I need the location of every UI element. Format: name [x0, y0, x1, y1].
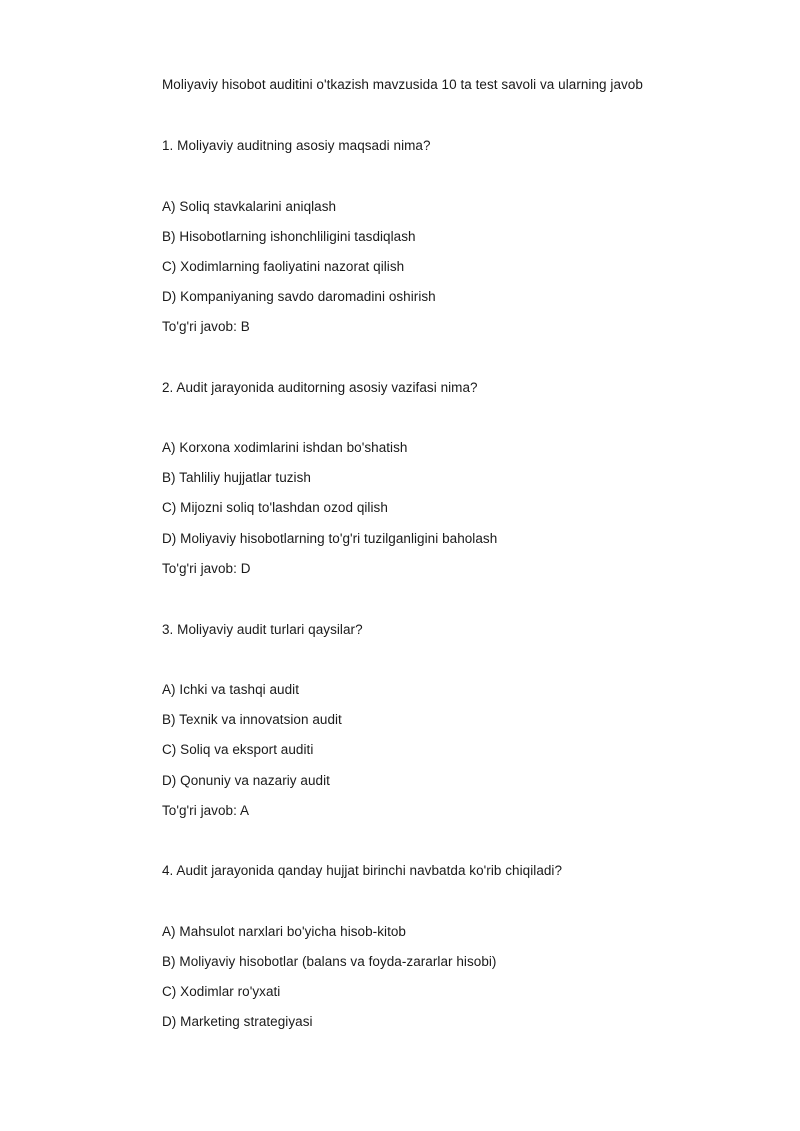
question-3-answer: To'g'ri javob: A: [162, 803, 250, 818]
question-4: 4. Audit jarayonida qanday hujjat birinchi navbatda ko'rib chiqiladi?: [162, 863, 563, 878]
question-4-option-a: A) Mahsulot narxlari bo'yicha hisob-kitob: [162, 924, 406, 939]
question-2-option-c: C) Mijozni soliq to'lashdan ozod qilish: [162, 500, 388, 515]
question-1-answer: To'g'ri javob: B: [162, 319, 250, 334]
question-3-option-b: B) Texnik va innovatsion audit: [162, 712, 342, 727]
question-2-option-d: D) Moliyaviy hisobotlarning to'g'ri tuzilganligini baholash: [162, 531, 498, 546]
question-3-option-d: D) Qonuniy va nazariy audit: [162, 773, 330, 788]
question-1-option-c: C) Xodimlarning faoliyatini nazorat qilish: [162, 259, 405, 274]
question-1-option-b: B) Hisobotlarning ishonchliligini tasdiqlash: [162, 229, 416, 244]
question-1-option-d: D) Kompaniyaning savdo daromadini oshirish: [162, 289, 436, 304]
question-3-option-c: C) Soliq va eksport auditi: [162, 742, 314, 757]
question-2-option-a: A) Korxona xodimlarini ishdan bo'shatish: [162, 440, 408, 455]
question-1: 1. Moliyaviy auditning asosiy maqsadi nima?: [162, 138, 431, 153]
question-3-option-a: A) Ichki va tashqi audit: [162, 682, 300, 697]
question-1-option-a: A) Soliq stavkalarini aniqlash: [162, 199, 337, 214]
question-2-answer: To'g'ri javob: D: [162, 561, 251, 576]
document-title: Moliyaviy hisobot auditini o'tkazish mavzusida 10 ta test savoli va ularning javob: [162, 77, 643, 92]
question-4-option-b: B) Moliyaviy hisobotlar (balans va foyda-zararlar hisobi): [162, 954, 497, 969]
question-4-option-d: D) Marketing strategiyasi: [162, 1014, 313, 1029]
question-2-option-b: B) Tahliliy hujjatlar tuzish: [162, 470, 311, 485]
question-2: 2. Audit jarayonida auditorning asosiy vazifasi nima?: [162, 380, 478, 395]
question-3: 3. Moliyaviy audit turlari qaysilar?: [162, 622, 363, 637]
question-4-option-c: C) Xodimlar ro'yxati: [162, 984, 281, 999]
